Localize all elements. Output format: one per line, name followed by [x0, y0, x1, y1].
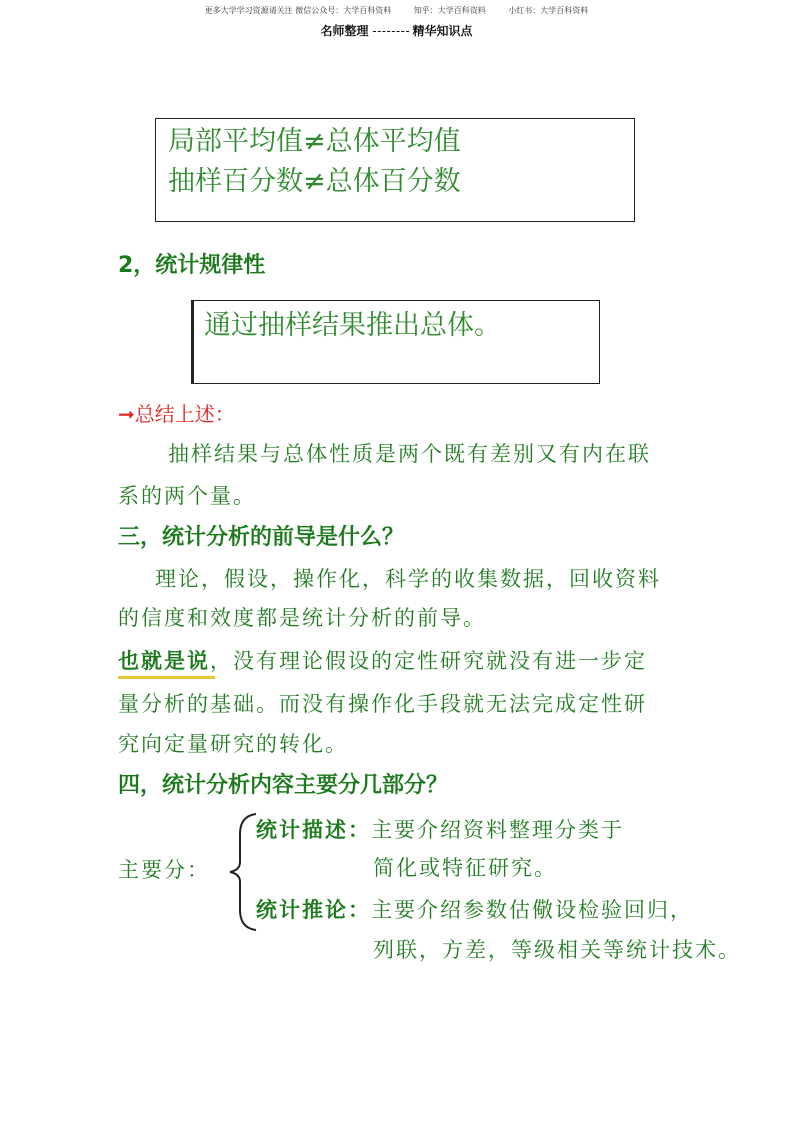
inferential-stats-label: 统计推论：	[256, 898, 371, 922]
section-3-line-1: 理论，假设，操作化，科学的收集数据，回收资料	[155, 567, 661, 591]
emphasis-text: 也就是说	[118, 649, 210, 673]
section-3-heading: 三，统计分析的前导是什么？	[118, 525, 405, 550]
section-3-line-2: 的信度和效度都是统计分析的前导。	[118, 606, 486, 630]
arrow-right-icon: ➞	[118, 402, 135, 426]
inference-box	[191, 300, 600, 384]
descriptive-stats-line-1	[256, 814, 624, 844]
header-title-left: 名师整理	[320, 24, 369, 38]
descriptive-stats-line-2: 简化或特征研究。	[373, 856, 557, 880]
descriptive-stats-desc: 主要介绍资料整理分类于	[371, 818, 624, 842]
section-3-line-4: 量分析的基础。而没有操作化手段就无法完成定性研	[118, 692, 647, 716]
emphasis-underline	[118, 676, 215, 679]
summary-line-2: 系的两个量。	[118, 484, 256, 508]
summary-label	[118, 398, 235, 427]
section-3-line-3-rest: ，没有理论假设的定性研究就没有进一步定	[210, 649, 647, 673]
inferential-stats-line-2: 列联，方差，等级相关等统计技术。	[373, 938, 741, 962]
main-parts-label: 主要分：	[118, 858, 210, 882]
summary-label-text: 总结上述：	[134, 402, 235, 426]
section-3-line-3	[118, 645, 647, 675]
inferential-stats-line-1	[256, 894, 693, 924]
zhihu-text: 知乎：大学百科资料	[413, 6, 486, 15]
xiaohongshu-text: 小红书：大学百科资料	[508, 6, 589, 15]
comparison-line-1: 局部平均值≠总体平均值	[168, 126, 461, 157]
curly-brace-icon	[226, 812, 260, 932]
summary-line-1: 抽样结果与总体性质是两个既有差别又有内在联	[168, 442, 651, 466]
comparison-box	[155, 118, 635, 222]
inferential-stats-desc: 主要介绍参数估儆设检验回归，	[371, 898, 693, 922]
header-title-right: 精华知识点	[412, 24, 473, 38]
section-3-line-5: 究向定量研究的转化。	[118, 732, 348, 756]
header-divider	[373, 31, 409, 32]
comparison-line-2: 抽样百分数≠总体百分数	[168, 166, 461, 197]
inference-text: 通过抽样结果推出总体。	[204, 310, 501, 341]
page-header-title	[0, 22, 793, 39]
section-4-heading: 四，统计分析内容主要分几部分？	[118, 773, 449, 798]
section-2-heading: 2，统计规律性	[118, 253, 266, 278]
notice-text: 更多大学学习资源请关注 微信公众号：大学百科资料	[204, 6, 392, 15]
descriptive-stats-label: 统计描述：	[256, 818, 371, 842]
top-notice	[0, 5, 793, 16]
